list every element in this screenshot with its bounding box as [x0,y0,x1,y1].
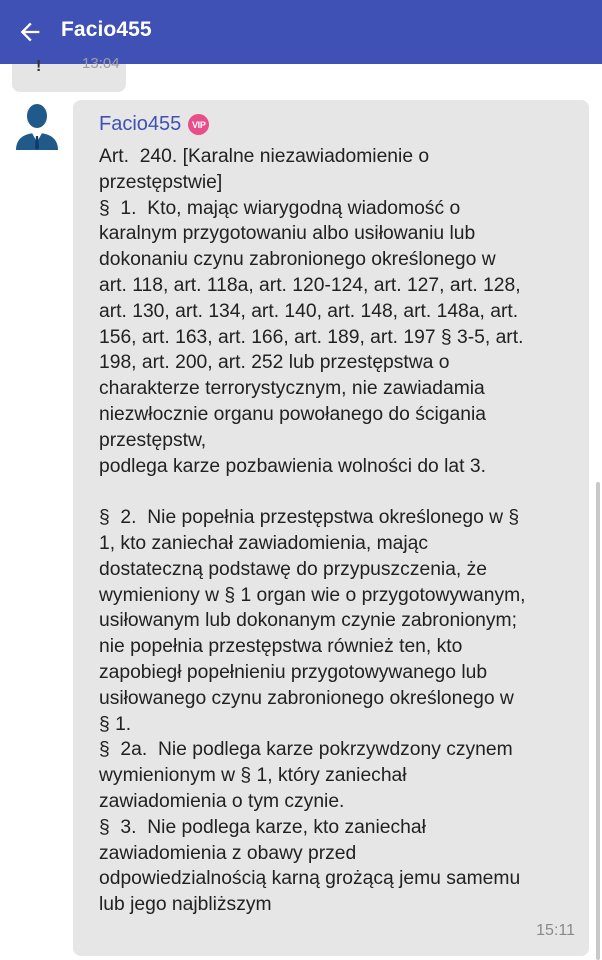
back-button[interactable] [14,16,46,48]
vip-badge: VIP [188,114,209,135]
message-line: art. 130, art. 134, art. 140, art. 148, art. 148a, art. [99,300,519,322]
message-line: § 2. Nie popełnia przestępstwa określonego w § [99,507,520,529]
previous-message-bubble[interactable] [12,55,126,92]
message-line: § 1. Kto, mając wiarygodną wiadomość o [99,197,461,219]
message-line [99,479,585,505]
message-line: dostateczną podstawę do przypuszczenia, że [99,558,487,580]
message-line: 156, art. 163, art. 166, art. 189, art. 197 § 3-5, art. [99,326,524,348]
message-line: § 1. [99,713,132,735]
message-line: zawiadomienia z obawy przed [99,842,357,864]
message-line: usiłowanego czynu zabronionego określonego w [99,687,514,709]
message-line: charakterze terrorystycznym, nie zawiadamia [99,378,485,400]
message-line: odpowiedzialnością karną grożącą jemu samemu [99,868,521,890]
avatar[interactable] [12,100,62,150]
arrow-left-icon [16,18,44,46]
message-line: 1, kto zaniechał zawiadomienia, mając [99,532,429,554]
user-avatar-icon [12,100,62,150]
message-bubble[interactable] [73,100,589,956]
message-line: karalnym przygotowaniu albo usiłowaniu lub [99,223,476,245]
message-text [99,144,585,918]
scrollbar[interactable] [596,482,600,960]
message-line: podlega karze pozbawienia wolności do lat 3. [99,455,486,477]
message-time: 15:11 [536,922,575,939]
message-line: art. 118, art. 118a, art. 120-124, art. 127, art. 128, [99,274,521,296]
message-line: Art. 240. [Karalne niezawiadomienie o [99,146,430,167]
message-line: zawiadomienia o tym czynie. [99,790,345,812]
message-line: dokonaniu czynu zabronionego określonego w [99,249,496,271]
message-line: lub jego najbliższym [99,894,272,916]
message-line: przestępstwie] [99,171,223,193]
message-line: zapobiegł popełnieniu przygotowywanego lub [99,661,488,683]
message-line: przestępstw, [99,429,207,451]
message-line: wymienionym w § 1, który zaniechał [99,765,407,787]
chat-title: Facio455 [61,18,152,41]
previous-message-text: ! [36,58,42,75]
message-line: usiłowanym lub dokonanym czynie zabronionym; [99,610,517,632]
message-line: wymieniony w § 1 organ wie o przygotowywanym, [99,584,526,606]
message-line: 198, art. 200, art. 252 lub przestępstwa o [99,352,450,374]
sender-name[interactable]: Facio455 [99,113,182,135]
message-line: nie popełnia przestępstwa również ten, kto [99,636,463,658]
sender-row [99,113,209,136]
message-line: niezwłocznie organu powołanego do ścigania [99,403,486,425]
message-line: § 3. Nie podlega karze, kto zaniechał [99,816,426,838]
previous-message-time: 13:04 [82,55,120,72]
message-line: § 2a. Nie podlega karze pokrzywdzony czynem [99,739,513,761]
